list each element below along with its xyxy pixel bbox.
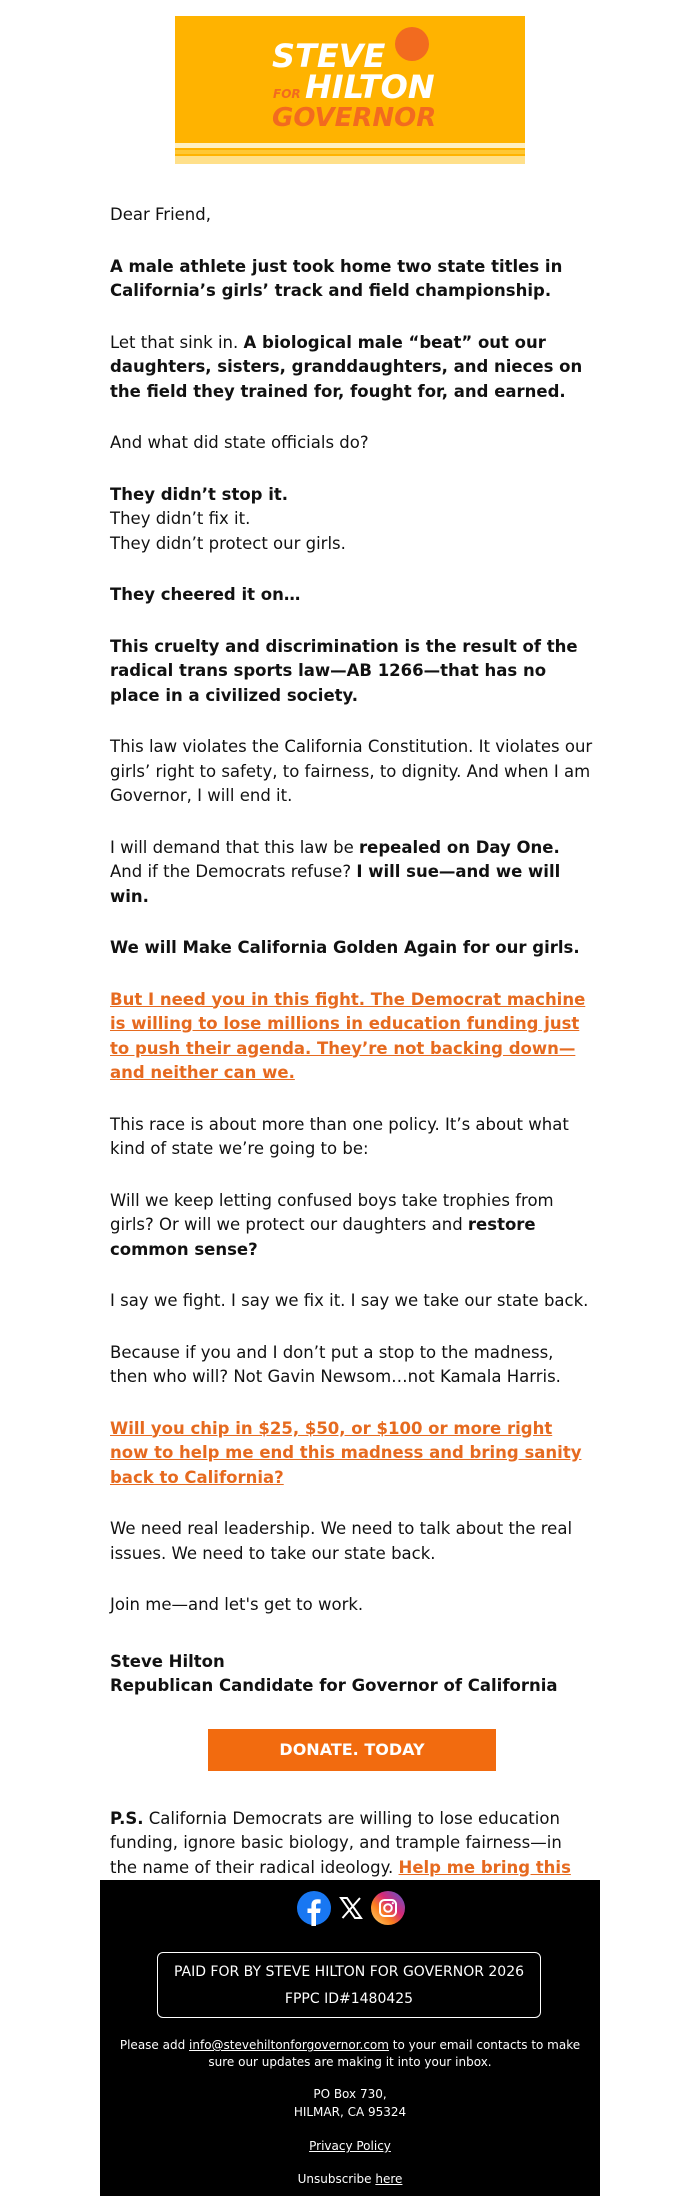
signature bbox=[110, 1650, 594, 1699]
text: They didn’t protect our girls. bbox=[110, 533, 346, 553]
greeting: Dear Friend, bbox=[110, 205, 211, 224]
paragraph bbox=[110, 988, 594, 1086]
logo-line-hilton: HILTON bbox=[305, 68, 435, 106]
text: Unsubscribe bbox=[297, 2172, 376, 2186]
address-line: HILMAR, CA 95324 bbox=[293, 2105, 407, 2119]
campaign-logo bbox=[175, 16, 525, 164]
paragraph bbox=[110, 635, 594, 709]
privacy-row bbox=[100, 2137, 600, 2155]
sun-icon bbox=[395, 27, 429, 61]
signature-title: Republican Candidate for Governor of California bbox=[110, 1676, 558, 1695]
contacts-notice bbox=[116, 2037, 584, 2071]
paragraph: We need real leadership. We need to talk about the real issues. We need to take our state back. bbox=[110, 1519, 573, 1563]
privacy-policy-link[interactable]: Privacy Policy bbox=[309, 2139, 391, 2153]
social-links bbox=[296, 1890, 406, 1926]
bold-text: This cruelty and discrimination is the result of the radical trans sports law—AB 1266—that has no place in a civilized society. bbox=[110, 636, 578, 705]
text: to your email contacts to make sure our updates are making it into your inbox. bbox=[208, 2038, 581, 2069]
paid-for-box bbox=[157, 1952, 541, 2018]
x-icon[interactable] bbox=[333, 1890, 369, 1926]
donate-button[interactable]: DONATE. TODAY bbox=[208, 1729, 496, 1771]
cta-link-fight[interactable]: But I need you in this fight. The Democrat machine is willing to lose millions in education funding just to push their agenda. They’re not backing down—and neither can we. bbox=[110, 989, 586, 1082]
bold-text: A biological male “beat” out our daughters, sisters, granddaughters, and nieces on the field they trained for, fought for, and earned. bbox=[110, 332, 583, 401]
paragraph: Because if you and I don’t put a stop to the madness, then who will? Not Gavin Newsom…not Kamala Harris. bbox=[110, 1342, 561, 1386]
bold-text: I will sue—and we will win. bbox=[110, 862, 561, 906]
ps-label: P.S. bbox=[110, 1808, 144, 1828]
logo-stripe bbox=[175, 156, 525, 164]
text: Please add bbox=[119, 2038, 190, 2052]
instagram-icon[interactable] bbox=[370, 1890, 406, 1926]
address-line: PO Box 730, bbox=[313, 2087, 387, 2101]
email-link[interactable]: info@stevehiltonforgovernor.com bbox=[189, 2038, 389, 2052]
logo-stripe bbox=[175, 143, 525, 148]
paragraph bbox=[110, 1189, 594, 1263]
paragraph: And what did state officials do? bbox=[110, 433, 369, 452]
logo-line-steve: STEVE bbox=[272, 37, 386, 75]
text: Let that sink in. bbox=[110, 332, 244, 352]
text: California Democrats are willing to lose education funding, ignore basic biology, and trample fairness—in the name of their radical ideology. bbox=[110, 1808, 562, 1877]
unsubscribe-link[interactable]: here bbox=[375, 2172, 403, 2186]
ps-donate-link[interactable]: Help me bring this bbox=[398, 1857, 571, 1877]
paragraph bbox=[110, 583, 594, 608]
text: Will we keep letting confused boys take trophies from girls? Or will we protect our daughters and bbox=[110, 1190, 554, 1234]
fppc-id: FPPC ID#1480425 bbox=[284, 1991, 414, 2007]
bold-text: They didn’t stop it. bbox=[110, 484, 289, 504]
text: They didn’t fix it. bbox=[110, 509, 251, 528]
paragraph bbox=[110, 936, 594, 961]
donate-container bbox=[110, 1729, 594, 1771]
paragraph bbox=[110, 1417, 594, 1491]
paragraph: I say we fight. I say we fix it. I say we take our state back. bbox=[110, 1291, 589, 1310]
paragraph bbox=[110, 255, 594, 304]
paragraph: This law violates the California Constitution. It violates our girls’ right to safety, to fairness, to dignity. And when I am Governor, I will end it. bbox=[110, 737, 593, 805]
bold-text: A male athlete just took home two state titles in California’s girls’ track and field championship. bbox=[110, 256, 563, 300]
paragraph bbox=[110, 331, 594, 405]
bold-text: restore common sense? bbox=[110, 1215, 536, 1259]
bold-text: We will Make California Golden Again for our girls. bbox=[110, 938, 580, 957]
bold-text: repealed on Day One. bbox=[359, 837, 560, 857]
facebook-icon[interactable] bbox=[296, 1890, 332, 1926]
signature-name: Steve Hilton bbox=[110, 1651, 225, 1671]
cta-link-chip-in[interactable]: Will you chip in $25, $50, or $100 or more right now to help me end this madness and bring sanity back to California? bbox=[110, 1418, 582, 1487]
logo-stripe bbox=[175, 150, 525, 154]
paragraph: Join me—and let's get to work. bbox=[110, 1595, 364, 1614]
email-body bbox=[110, 203, 594, 1932]
mailing-address bbox=[100, 2085, 600, 2121]
logo-line-governor: GOVERNOR bbox=[272, 103, 437, 133]
logo-line-for: FOR bbox=[273, 87, 301, 101]
paid-for-line: PAID FOR BY STEVE HILTON FOR GOVERNOR 2026 bbox=[173, 1964, 525, 1980]
paragraph bbox=[110, 836, 594, 910]
text: I will demand that this law be bbox=[110, 837, 359, 857]
footer bbox=[100, 1880, 600, 2196]
paragraph bbox=[110, 483, 594, 557]
bold-text: They cheered it on… bbox=[110, 585, 301, 604]
text: And if the Democrats refuse? bbox=[110, 862, 357, 881]
unsubscribe-row bbox=[100, 2170, 600, 2188]
paragraph: This race is about more than one policy. It’s about what kind of state we’re going to be: bbox=[110, 1114, 569, 1158]
